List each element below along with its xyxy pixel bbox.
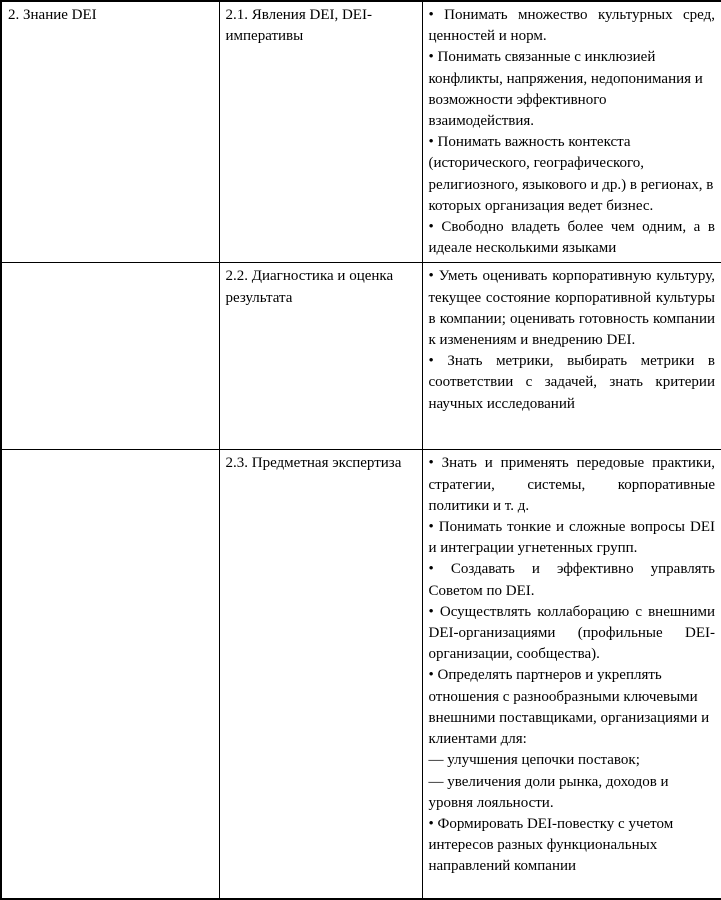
bullet-item: [429, 132, 716, 217]
bullet-marker: •: [428, 134, 438, 151]
category-cell: [1, 1, 219, 263]
points-list: [429, 5, 716, 259]
bullet-marker: •: [428, 667, 438, 684]
point-text: Понимать тонкие и сложные вопросы DEI и интеграции угнетенных групп.: [428, 519, 715, 557]
bullet-marker: •: [428, 268, 439, 285]
dash-item: [429, 750, 716, 771]
bullet-marker: •: [428, 815, 438, 832]
points-cell: [422, 450, 721, 899]
points-list: [429, 453, 716, 877]
bullet-item: [429, 453, 716, 517]
bullet-item: [429, 814, 716, 878]
bullet-marker: •: [428, 519, 439, 536]
subcategory-label: 2.3. Предметная экспертиза: [225, 455, 402, 472]
table-row: [1, 450, 721, 899]
bullet-marker: •: [428, 561, 451, 578]
point-text: Понимать связанные с инклюзией конфликты, напряжения, недопонимания и возможности эффективного взаимодействия.: [428, 49, 703, 130]
point-text: Знать метрики, выбирать метрики в соответствии с задачей, знать критерии научных исследований: [428, 353, 715, 412]
category-cell: [1, 263, 219, 450]
bullet-item: [429, 47, 716, 132]
competency-table-body: [1, 1, 721, 899]
point-text: Уметь оценивать корпоративную культуру, текущее состояние корпоративной культуры в компании; оценивать готовность компании к изменениям и внедрению DEI.: [428, 268, 715, 349]
bullet-marker: •: [428, 353, 448, 370]
bullet-item: [429, 266, 716, 351]
category-label: 2. Знание DEI: [8, 7, 97, 23]
point-text: Знать и применять передовые практики, стратегии, системы, корпоративные политики и т. д.: [428, 455, 715, 514]
point-text: увеличения доли рынка, доходов и уровня лояльности.: [428, 773, 669, 811]
point-text: улучшения цепочки поставок;: [447, 752, 640, 769]
bullet-marker: •: [428, 49, 438, 66]
point-text: Осуществлять коллаборацию с внешними DEI-организациями (профильные DEI-организации, сообщества).: [428, 603, 715, 663]
bullet-item: [429, 5, 716, 47]
bullet-item: [429, 517, 716, 559]
point-text: Свободно владеть более чем одним, а в идеале несколькими языками: [428, 219, 715, 257]
dash-item: [429, 772, 716, 814]
subcategory-label: 2.2. Диагностика и оценка результата: [225, 268, 394, 306]
point-text: Определять партнеров и укреплять отношения с разнообразными ключевыми внешними поставщиками, организациями и клиентами для:: [428, 667, 710, 748]
bullet-marker: •: [428, 7, 445, 23]
points-cell: [422, 263, 721, 450]
bullet-item: [429, 665, 716, 750]
point-text: Понимать множество культурных сред, ценностей и норм.: [428, 7, 715, 45]
subcategory-cell: [219, 450, 422, 899]
bullet-marker: •: [428, 455, 442, 472]
bullet-marker: •: [428, 219, 442, 236]
points-list: [429, 266, 716, 414]
bullet-item: [429, 559, 716, 601]
bullet-item: [429, 602, 716, 666]
point-text: Создавать и эффективно управлять Советом по DEI.: [428, 561, 715, 599]
category-cell: [1, 450, 219, 899]
subcategory-label: 2.1. Явления DEI, DEI-императивы: [225, 7, 372, 45]
table-row: [1, 263, 721, 450]
bullet-item: [429, 217, 716, 259]
bullet-item: [429, 351, 716, 415]
dash-marker: —: [428, 752, 448, 769]
subcategory-cell: [219, 263, 422, 450]
bullet-marker: •: [428, 603, 440, 620]
table-row: [1, 1, 721, 263]
subcategory-cell: [219, 1, 422, 263]
dash-marker: —: [428, 773, 448, 790]
points-cell: [422, 1, 721, 263]
point-text: Формировать DEI-повестку с учетом интересов разных функциональных направлений компании: [428, 815, 674, 875]
point-text: Понимать важность контекста (исторического, географического, религиозного, языкового и др.) в регионах, в которых организация ведет бизнес.: [428, 134, 714, 214]
